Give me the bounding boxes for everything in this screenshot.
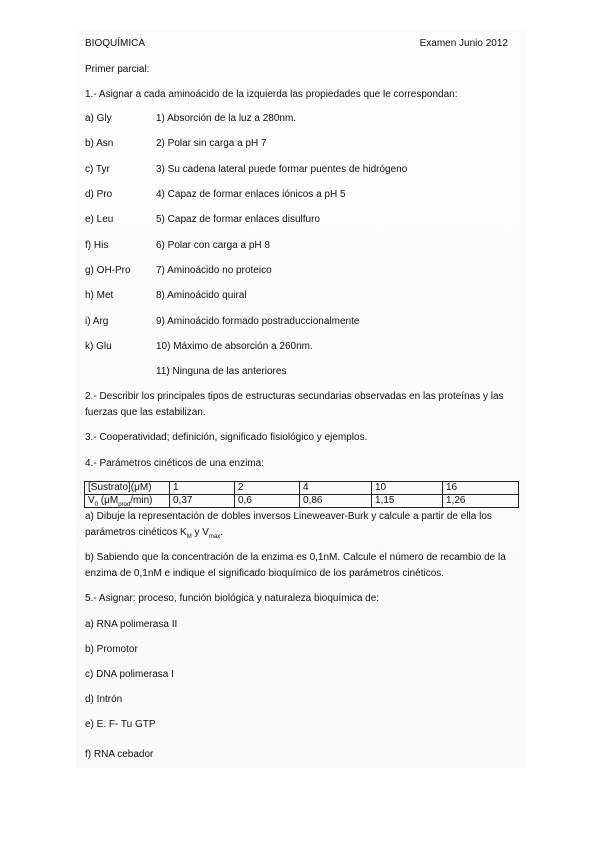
property-item: 9) Aminoácido formado postraduccionalmente: [156, 316, 360, 327]
q4a-text-line2: parámetros cinéticos $K_M$ y $V_{máx}$.: [85, 527, 224, 540]
property-item: 5) Capaz de formar enlaces disulfuro: [156, 214, 320, 225]
section-title: Primer parcial:: [85, 64, 150, 75]
q1-prompt: 1.- Asignar a cada aminoácido de la izquierda las propiedades que le correspondan:: [85, 89, 458, 100]
q4-prompt: 4.- Parámetros cinéticos de una enzima:: [85, 458, 264, 469]
q5-item: e) E. F- Tu GTP: [85, 719, 156, 730]
velocity-header: $V_0$ $(\mu M_{prod}/\min)$: [85, 495, 170, 508]
exam-date: Examen Junio 2012: [419, 38, 508, 49]
amino-acid-item: b) Asn: [85, 138, 114, 149]
property-item: 1) Absorción de la luz a 280nm.: [156, 113, 297, 124]
table-cell: 4: [300, 482, 372, 495]
property-item: 7) Aminoácido no proteico: [156, 265, 272, 276]
table-row: [85, 482, 519, 495]
q3-text: 3.- Cooperatividad; definición, significado fisiológico y ejemplos.: [85, 432, 368, 443]
property-item: 6) Polar con carga a pH 8: [156, 240, 270, 251]
table-row: [85, 495, 519, 508]
q2-text-line1: 2.- Describir los principales tipos de estructuras secundarias observadas en las proteínas y las: [85, 391, 504, 402]
q5-item: a) RNA polimerasa II: [85, 619, 178, 630]
property-item: 3) Su cadena lateral puede formar puentes de hidrógeno: [156, 164, 408, 175]
property-item: 10) Máximo de absorción a 260nm.: [156, 341, 313, 352]
q5-item: c) DNA polimerasa I: [85, 669, 174, 680]
q4b-text-line2: enzima de 0,1nM e indique el significado bioquímico de los parámetros cinéticos.: [85, 568, 445, 579]
property-item: 11) Ninguna de las anteriores: [156, 366, 287, 377]
property-item: 2) Polar sin carga a pH 7: [156, 138, 267, 149]
q5-item: f) RNA cebador: [85, 749, 154, 760]
table-cell: 0,86: [300, 495, 372, 508]
table-cell: 1,15: [372, 495, 443, 508]
property-item: 4) Capaz de formar enlaces iónicos a pH 5: [156, 189, 346, 200]
table-cell: 1: [170, 482, 235, 495]
table-cell: 0,6: [235, 495, 300, 508]
substrate-header: [Sustrato](μM): [85, 482, 170, 495]
q5-prompt: 5.- Asignar: proceso, función biológica y naturaleza bioquímica de:: [85, 593, 380, 604]
amino-acid-item: e) Leu: [85, 214, 114, 225]
table-cell: 1,26: [443, 495, 519, 508]
amino-acid-item: i) Arg: [85, 316, 109, 327]
amino-acid-item: f) His: [85, 240, 109, 251]
q5-item: b) Promotor: [85, 644, 138, 655]
amino-acid-item: a) Gly: [85, 113, 112, 124]
kinetics-table: [84, 481, 519, 508]
amino-acid-item: k) Glu: [85, 341, 112, 352]
q4b-text-line1: b) Sabiendo que la concentración de la enzima es 0,1nM. Calcule el número de recambio de la: [85, 552, 506, 563]
amino-acid-item: c) Tyr: [85, 164, 110, 175]
property-item: 8) Aminoácido quiral: [156, 290, 247, 301]
q5-item: d) Intrón: [85, 694, 123, 705]
table-cell: 16: [443, 482, 519, 495]
table-cell: 2: [235, 482, 300, 495]
table-cell: 10: [372, 482, 443, 495]
q2-text-line2: fuerzas que las estabilizan.: [85, 407, 206, 418]
table-cell: 0,37: [170, 495, 235, 508]
amino-acid-item: h) Met: [85, 290, 114, 301]
q4a-text-line1: a) Dibuje la representación de dobles inversos Lineweaver-Burk y calcule a partir de ella los: [85, 511, 492, 522]
subject-title: BIOQUÍMICA: [85, 38, 146, 49]
amino-acid-item: g) OH-Pro: [85, 265, 131, 276]
amino-acid-item: d) Pro: [85, 189, 113, 200]
